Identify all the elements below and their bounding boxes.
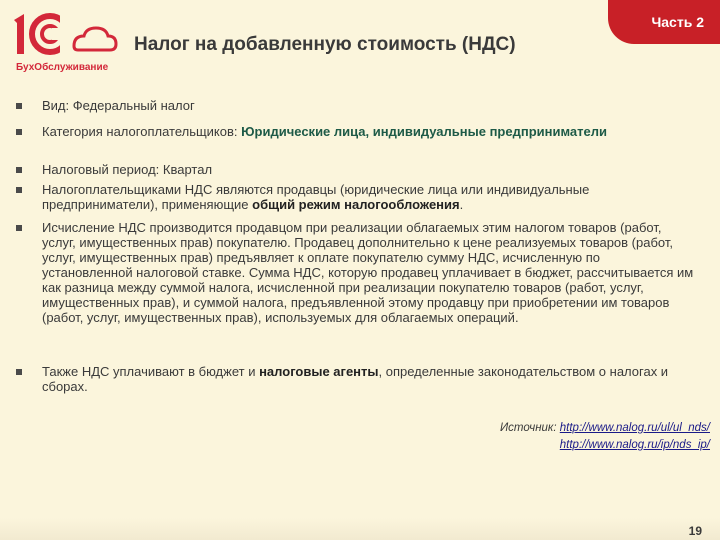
logo-caption: БухОбслуживание: [16, 62, 109, 73]
slide-title: Налог на добавленную стоимость (НДС): [134, 34, 516, 55]
bullet-text-part: Налоговый период: Квартал: [42, 162, 213, 177]
bullet-marker: [16, 369, 22, 375]
bullet-text-part: Также НДС уплачивают в бюджет и: [42, 364, 260, 379]
bullet-text: [42, 98, 694, 113]
bullet-marker: [16, 187, 22, 193]
bullet-text-part: , определенные законодательством о налогах и сборах.: [42, 364, 669, 394]
part-label: Часть 2: [651, 14, 704, 30]
page-number: 19: [688, 524, 702, 538]
highlight-text: общий режим налогообложения: [252, 197, 460, 212]
bullet-text: [42, 162, 694, 177]
bullet-text: [42, 182, 694, 212]
bullet-text-part: Вид: Федеральный налог: [42, 98, 195, 113]
bullet-text-part: .: [459, 197, 464, 212]
bullet-text: [42, 364, 694, 394]
bullet-text: [42, 124, 694, 139]
bullet-text-part: Налогоплательщиками НДС являются продавцы (юридические лица или индивидуальные предприниматели), применяющие: [42, 182, 590, 212]
bullet-marker: [16, 129, 22, 135]
source-link-ul[interactable]: http://www.nalog.ru/ul/ul_nds/: [559, 422, 710, 434]
part-badge: [608, 0, 720, 44]
source-label: Источник:: [499, 422, 557, 434]
source-block: [440, 420, 710, 454]
company-logo: [4, 6, 120, 73]
bullet-text: [42, 220, 694, 325]
highlight-text: Юридические лица, индивидуальные предприниматели: [241, 124, 607, 139]
bullet-marker: [16, 225, 22, 231]
logo-1c-mark: [4, 6, 120, 60]
bullet-text-part: Исчисление НДС производится продавцом при реализации облагаемых этим налогом товаров (работ, услуг, имущественных прав) покупателю. Продавец дополнительно к цене реализуемых товаров (работ, услуг, имущественных прав) предъявляет к оплате покупателю сумму НДС, исчисленную по установленной налоговой ставке. Сумма НДС, которую продавец уплачивает в бюджет, рассчитывается им как разница между суммой налога, исчисленной при реализации покупателю товаров (работ, услуг, имущественных прав), и суммой налога, предъявленной этому продавцу при приобретении им товаров (работ, услуг, имущественных прав), используемых для облагаемых операций.: [42, 220, 694, 325]
bullet-marker: [16, 103, 22, 109]
highlight-text: налоговые агенты: [259, 364, 379, 379]
source-link-ip[interactable]: http://www.nalog.ru/ip/nds_ip/: [559, 439, 710, 451]
bullet-marker: [16, 167, 22, 173]
bullet-text-part: Категория налогоплательщиков:: [42, 124, 242, 139]
footer-bar: [0, 518, 720, 540]
